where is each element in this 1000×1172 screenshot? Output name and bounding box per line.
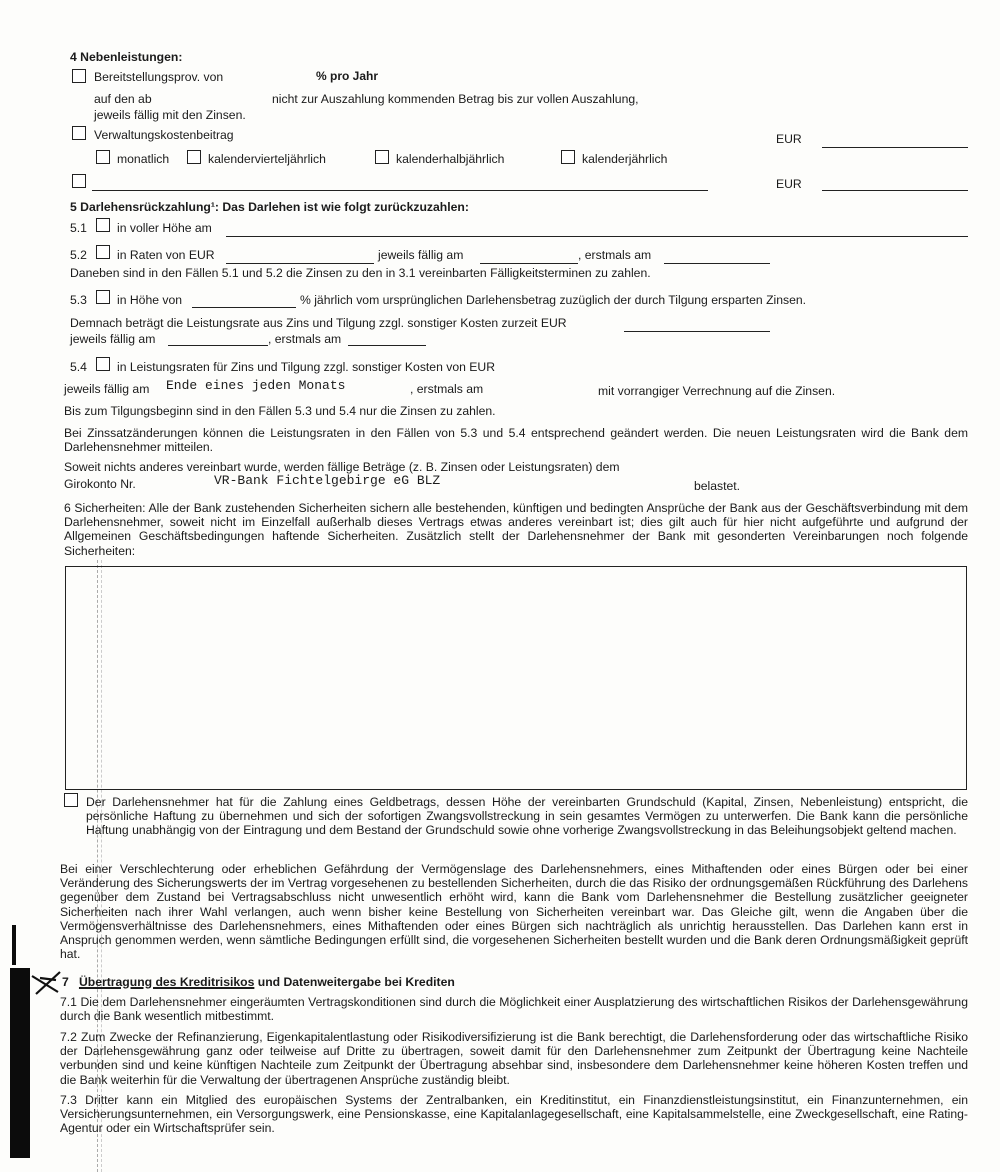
item-5-3-label-a: in Höhe von <box>117 293 183 307</box>
item-5-4-typed-due: Ende eines jeden Monats <box>166 378 346 393</box>
sonstige-eur-label: EUR <box>776 177 802 191</box>
jaehrlich-label: kalenderjährlich <box>582 152 668 166</box>
section-7-number: 7 <box>62 975 69 989</box>
verwaltung-eur-label: EUR <box>776 132 802 146</box>
item-5-2-checkbox[interactable] <box>96 245 110 259</box>
monatlich-label: monatlich <box>117 152 170 166</box>
item-5-4-label-a: in Leistungsraten für Zins und Tilgung zzgl. sonstiger Kosten von EUR <box>117 360 496 374</box>
grundschuld-text: Der Darlehensnehmer hat für die Zahlung eines Geldbetrags, dessen Höhe der vereinbarten Grundschuld (Kapital, Zinsen, Nebenleistung) entspricht, die persönliche Haftung zu übernehmen und sich der sofortigen Zwangsvollstreckung in sein gesamtes Vermögen zu unterwerfen. Die Bank kann die persönliche Haftung unabhängig von der Eintragung und dem Bestand der Grundschuld sowie ohne vorherige Zwangsvollstreckung in das Beleihungsobjekt geltend machen. <box>86 795 968 838</box>
zinsaenderung-note: Bei Zinssatzänderungen können die Leistungsraten in den Fällen von 5.3 und 5.4 entsprechend geändert werden. Die neuen Leistungsraten wird die Bank dem Darlehensnehmer mitteilen. <box>64 426 968 455</box>
item-5-2-label-c: , erstmals am <box>578 248 652 262</box>
vierteljaehrlich-label: kalendervierteljährlich <box>208 152 326 166</box>
scan-black-margin <box>10 968 30 1158</box>
sonstige-eur-field[interactable] <box>822 190 968 191</box>
item-5-1-checkbox[interactable] <box>96 218 110 232</box>
item-5-4-checkbox[interactable] <box>96 357 110 371</box>
bereitstellung-line2b: nicht zur Auszahlung kommenden Betrag bis zur vollen Auszahlung, <box>272 92 639 106</box>
item-5-3-label-b: % jährlich vom ursprünglichen Darlehensbetrag zuzüglich der durch Tilgung ersparten Zinsen. <box>300 293 807 307</box>
item-5-3-rate-field[interactable] <box>624 331 770 332</box>
item-5-2-amount-field[interactable] <box>226 263 374 264</box>
item-7-2: 7.2 Zum Zwecke der Refinanzierung, Eigenkapitalentlastung oder Risikodiversifizierung ist die Bank berechtigt, die Darlehensforderung oder das wirtschaftliche Risiko der Darlehensgewährung ganz oder teilweise auf Dritte zu übertragen, soweit damit für den Darlehensnehmer zum Zeitpunkt der Übertragung keine Nachteile verbunden sind und keine künftigen Nachteile zum Zeitpunkt der Übertragung absehbar sind, insbesondere dem Darlehensnehmer keine höheren Kosten treffen und die Bank weiterhin für die Verwaltung der übertragenen Ansprüche zuständig bleibt. <box>60 1030 968 1087</box>
girokonto-belastet: belastet. <box>694 479 741 493</box>
bereitstellung-pct: % pro Jahr <box>316 69 379 83</box>
item-5-2-first-field[interactable] <box>664 263 770 264</box>
halbjaehrlich-checkbox[interactable] <box>375 150 389 164</box>
jaehrlich-checkbox[interactable] <box>561 150 575 164</box>
verschlechterung-text: Bei einer Verschlechterung oder erheblichen Gefährdung der Vermögenslage des Darlehensnehmers, eines Mithaftenden oder eines Bürgen oder bei einer Veränderung des Sicherungswerts der im Vertrag vorgesehenen zu bestellenden Sicherheiten, durch die das Risiko der ordnungsgemäßen Rückführung des Darlehens gegenüber dem Zustand bei Vertragsabschluss nicht unwesentlich erhöht wird, kann die Bank vom Darlehensnehmer die Bestellung zusätzlicher geeigneter Sicherheiten nach ihrer Wahl verlangen, auch wenn bisher keine Bestellung von Sicherheiten vereinbart war. Das Gleiche gilt, wenn die Angaben über die Vermögensverhältnisse des Darlehensnehmers, eines Mithaftenden oder eines Bürgen sich nachträglich als unrichtig herausstellen. Das Darlehen kann erst in Anspruch genommen werden, wenn sämtliche Bedingungen erfüllt sind, die vorgesehenen Sicherheiten bestellt wurden und die Bank deren Ordnungsmäßigkeit geprüft hat. <box>60 862 968 962</box>
verwaltung-eur-field[interactable] <box>822 147 968 148</box>
sonstige-field[interactable] <box>92 190 708 191</box>
section-5-title: 5 Darlehensrückzahlung¹: Das Darlehen ist wie folgt zurückzuzahlen: <box>70 200 469 214</box>
item-5-4-label-c: , erstmals am <box>410 382 484 396</box>
bereitstellung-checkbox[interactable] <box>72 69 86 83</box>
bereitstellung-pct-label <box>316 69 378 83</box>
bereitstellung-line3: jeweils fällig mit den Zinsen. <box>94 108 246 122</box>
grundschuld-checkbox[interactable] <box>64 793 78 807</box>
item-5-1-label: in voller Höhe am <box>117 221 212 235</box>
item-5-2-label-a: in Raten von EUR <box>117 248 215 262</box>
item-5-3-label-c: Demnach beträgt die Leistungsrate aus Zins und Tilgung zzgl. sonstiger Kosten zurzeit EUR <box>70 316 567 330</box>
cross-mark <box>30 968 66 998</box>
item-5-1-date-field[interactable] <box>226 236 968 237</box>
belastung-note: Soweit nichts anderes vereinbart wurde, werden fällige Beträge (z. B. Zinsen oder Leistungsraten) dem <box>64 460 620 474</box>
halbjaehrlich-label: kalenderhalbjährlich <box>396 152 505 166</box>
item-5-2-number: 5.2 <box>70 248 87 262</box>
item-5-2-label-b: jeweils fällig am <box>378 248 464 262</box>
bereitstellung-label: Bereitstellungsprov. von <box>94 70 224 84</box>
item-5-4-number: 5.4 <box>70 360 87 374</box>
section-7-title <box>62 975 455 989</box>
section-4-title: 4 Nebenleistungen: <box>70 50 183 64</box>
sicherheiten-textbox[interactable] <box>65 566 967 790</box>
section-6-intro: 6 Sicherheiten: Alle der Bank zustehenden Sicherheiten sichern alle bestehenden, künftigen und bedingten Ansprüche der Bank aus der Geschäftsverbindung mit dem Darlehensnehmer, soweit nicht im Einzelfall außerhalb dieses Vertrags etwas anderes vereinbart ist; dies gilt auch für hier nicht aufgeführte und aufgrund der Allgemeinen Geschäftsbedingungen haftende Sicherheiten. Zusätzlich stellt der Darlehensnehmer der Bank mit gesonderten Vereinbarungen noch folgende Sicherheiten: <box>64 501 968 558</box>
item-5-3-first-field[interactable] <box>348 345 426 346</box>
item-7-3: 7.3 Dritter kann ein Mitglied des europäischen Systems der Zentralbanken, ein Kreditinstitut, ein Finanzdienstleistungsinstitut, ein Finanzunternehmen, ein Versicherungsunternehmen, ein Versorgungswerk, eine Pensionskasse, eine Kapitalanlagegesellschaft, eine Kapitalsammelstelle, eine Zweckgesellschaft, eine Rating-Agentur oder ein Wirtschaftsprüfer sein. <box>60 1093 968 1136</box>
item-5-3-number: 5.3 <box>70 293 87 307</box>
item-5-3-checkbox[interactable] <box>96 290 110 304</box>
item-5-2-due-field[interactable] <box>480 263 578 264</box>
vierteljaehrlich-checkbox[interactable] <box>187 150 201 164</box>
item-5-3-due-field[interactable] <box>168 345 268 346</box>
verwaltung-checkbox[interactable] <box>72 126 86 140</box>
girokonto-label: Girokonto Nr. <box>64 477 136 491</box>
section-7-title-underlined: Übertragung des Kreditrisikos <box>78 975 255 989</box>
section-7-title-rest: und Datenweitergabe bei Krediten <box>254 975 455 989</box>
item-5-3-label-e: , erstmals am <box>268 332 342 346</box>
item-5-4-label-d: mit vorrangiger Verrechnung auf die Zinsen. <box>598 384 836 398</box>
bereitstellung-line2a: auf den ab <box>94 92 152 106</box>
item-5-1-number: 5.1 <box>70 221 87 235</box>
sonstige-checkbox[interactable] <box>72 174 86 188</box>
girokonto-bank: VR-Bank Fichtelgebirge eG BLZ <box>214 473 441 488</box>
item-5-2-note: Daneben sind in den Fällen 5.1 und 5.2 die Zinsen zu den in 3.1 vereinbarten Fälligkeitsterminen zu zahlen. <box>70 266 651 280</box>
tilgungsbeginn-note: Bis zum Tilgungsbeginn sind in den Fällen 5.3 und 5.4 nur die Zinsen zu zahlen. <box>64 404 496 418</box>
item-5-4-label-b: jeweils fällig am <box>64 382 150 396</box>
verwaltung-label: Verwaltungskostenbeitrag <box>94 128 234 142</box>
scan-black-mark <box>12 925 16 965</box>
item-5-3-label-d: jeweils fällig am <box>70 332 156 346</box>
item-7-1: 7.1 Die dem Darlehensnehmer eingeräumten Vertragskonditionen sind durch die Möglichkeit einer Ausplatzierung des wirtschaftlichen Risikos der Darlehensgewährung durch die Bank wesentlich mitbestimmt. <box>60 995 968 1024</box>
monatlich-checkbox[interactable] <box>96 150 110 164</box>
item-5-3-pct-field[interactable] <box>192 307 296 308</box>
